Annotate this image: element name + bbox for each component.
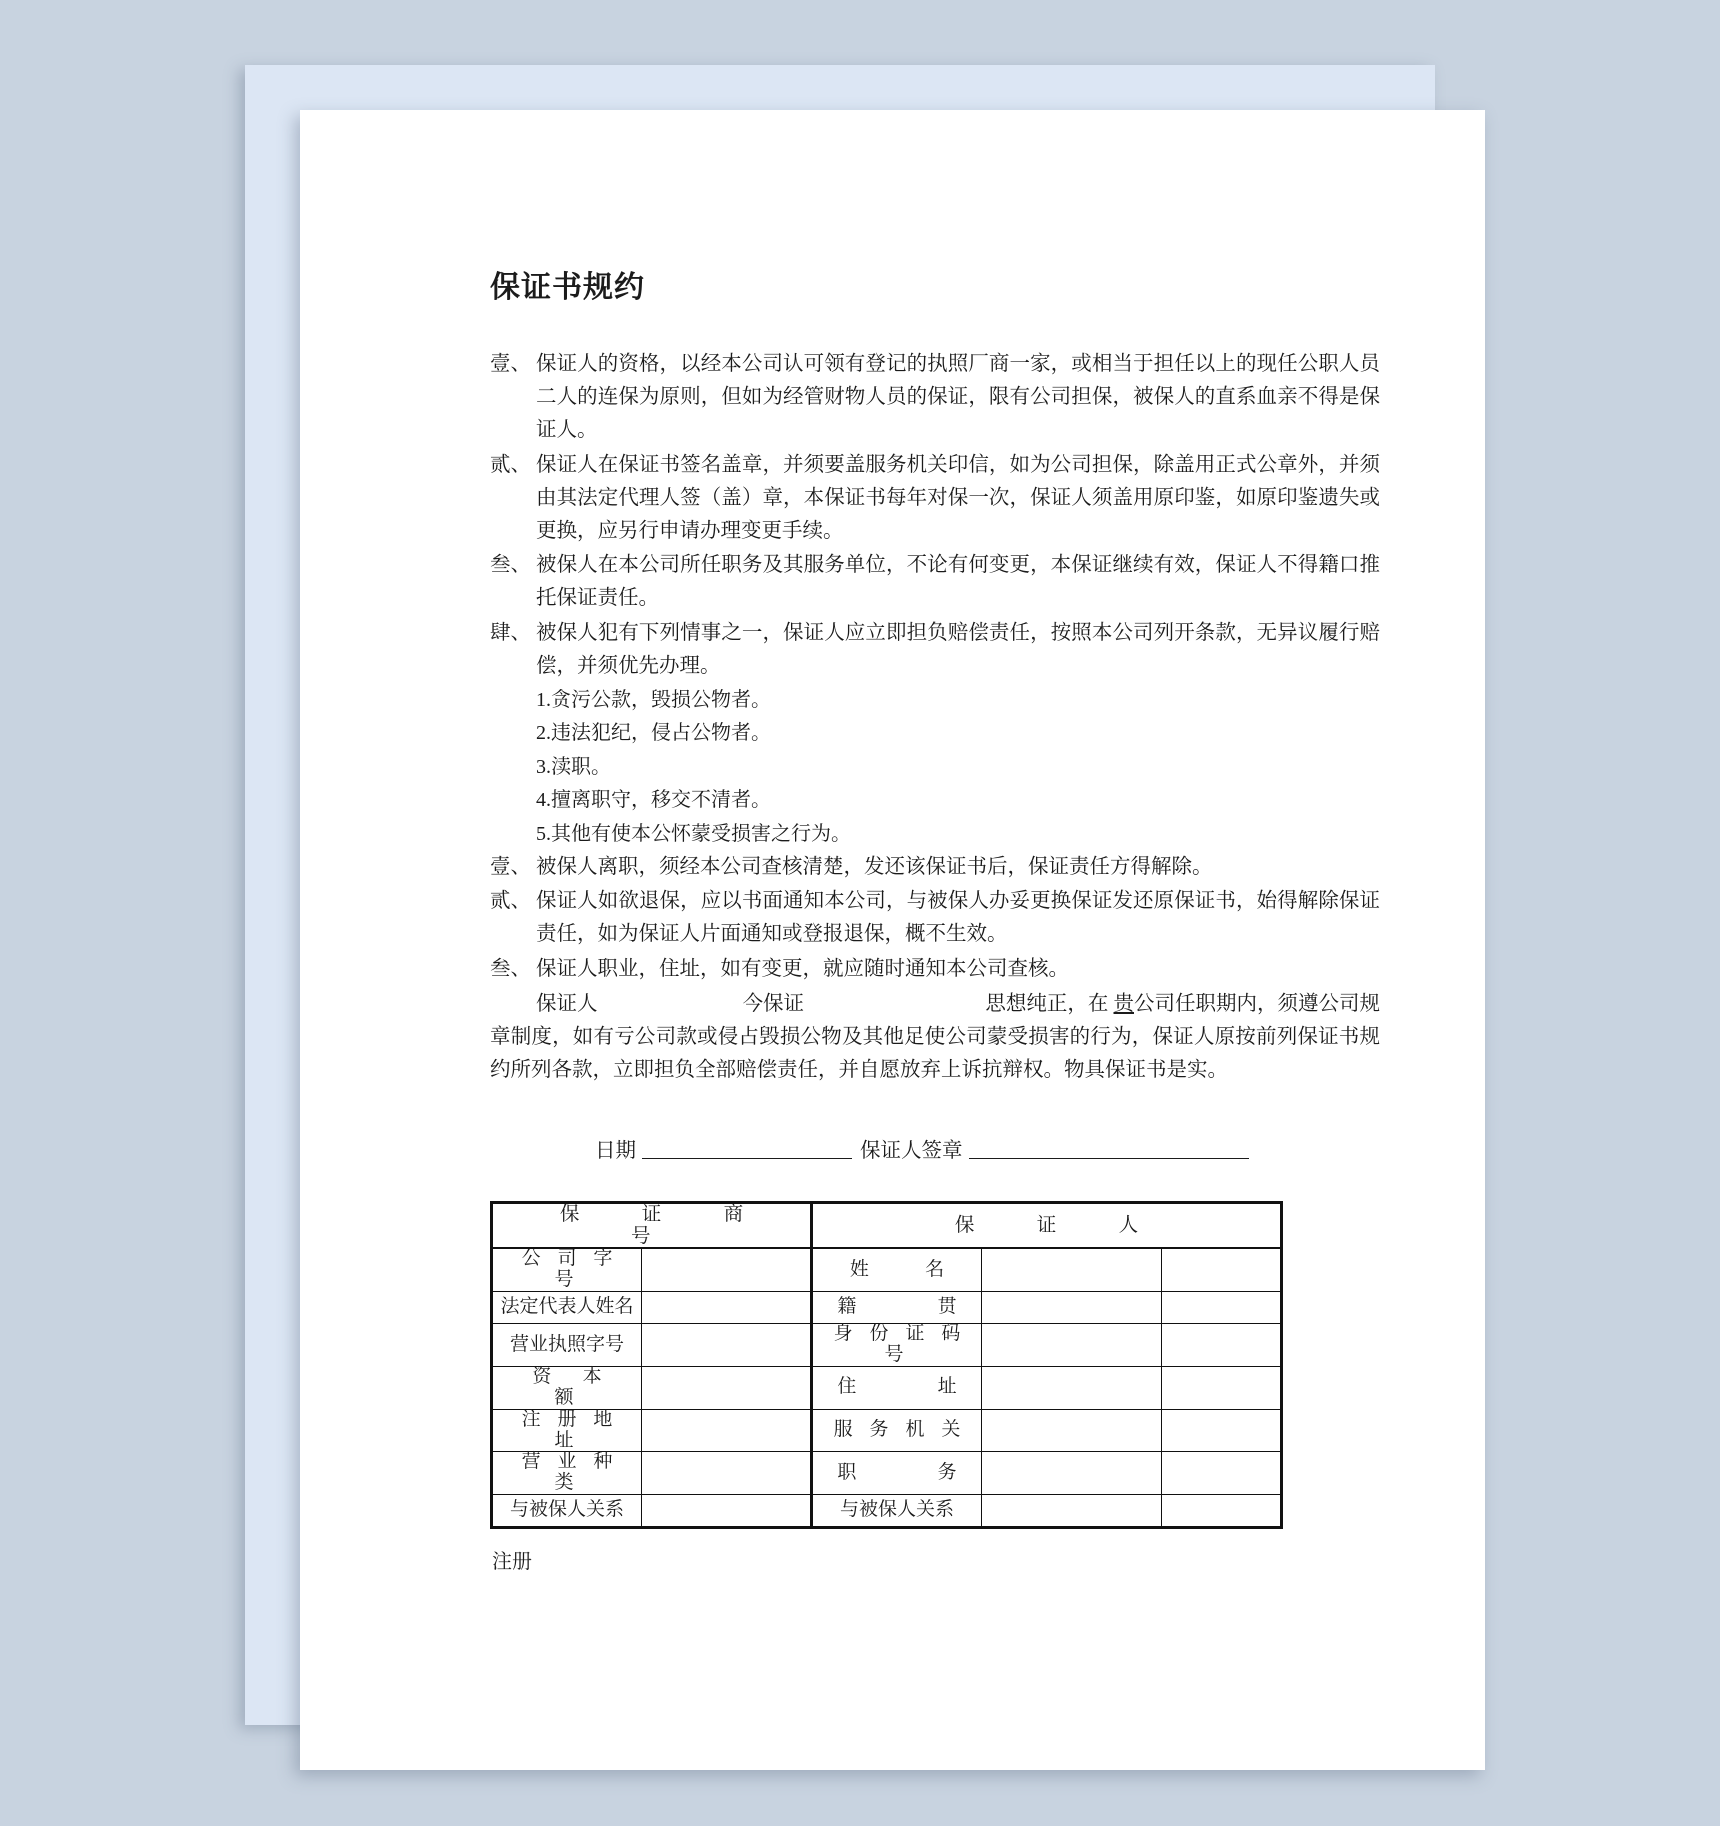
cell-value-extra[interactable]	[1162, 1248, 1282, 1291]
cell-value-right[interactable]	[982, 1248, 1162, 1291]
page-title: 保证书规约	[490, 271, 645, 304]
cell-label-right: 与被保人关系	[812, 1495, 982, 1528]
cell-value-extra[interactable]	[1162, 1366, 1282, 1409]
sub-list-item: 4.擅离职守，移交不清者。	[536, 789, 771, 812]
clause-text: 保证人职业，住址，如有变更，就应随时通知本公司查核。	[536, 957, 1069, 980]
clause-text: 保证人在保证书签名盖章，并须要盖服务机关印信，如为公司担保，除盖用正式公章外，并须由其法定代理人签（盖）章，本保证书每年对保一次，保证人须盖用原印鉴，如原印鉴遗失或更换，应另行申请办理变更手续。	[536, 453, 1380, 543]
declaration-block	[490, 988, 1380, 1088]
table-header-right: 保 证 人	[812, 1203, 1282, 1248]
cell-label-left: 营 业 种 类	[492, 1452, 642, 1495]
guarantor-form-table	[490, 1201, 1283, 1529]
sub-list-item: 2.违法犯纪，侵占公物者。	[536, 722, 771, 745]
cell-label-right: 住 址	[812, 1366, 982, 1409]
clause-marker: 肆、	[490, 621, 531, 644]
cell-label-right: 服 务 机 关	[812, 1409, 982, 1452]
table-row	[492, 1292, 1282, 1324]
cell-value-left[interactable]	[642, 1248, 812, 1291]
signature-input-line[interactable]	[969, 1158, 1249, 1159]
cell-value-extra[interactable]	[1162, 1324, 1282, 1367]
cell-label-left: 资 本 额	[492, 1366, 642, 1409]
clause-marker: 贰、	[490, 453, 531, 476]
date-label: 日期	[595, 1140, 636, 1163]
declaration-pledge-label: 今保证	[742, 992, 805, 1015]
cell-label-left: 营业执照字号	[492, 1324, 642, 1367]
signer-label: 保证人签章	[860, 1140, 963, 1163]
cell-value-right[interactable]	[982, 1292, 1162, 1324]
signature-row	[490, 1133, 1380, 1163]
clause-text: 保证人如欲退保，应以书面通知本公司，与被保人办妥更换保证发还原保证书，始得解除保证责任，如为保证人片面通知或登报退保，概不生效。	[536, 890, 1380, 946]
date-input-line[interactable]	[642, 1158, 852, 1159]
table-row	[492, 1452, 1282, 1495]
clause-marker: 壹、	[490, 855, 531, 878]
clause-marker: 叁、	[490, 957, 531, 980]
clause-item	[490, 348, 1380, 448]
cell-value-extra[interactable]	[1162, 1292, 1282, 1324]
clause-item	[490, 449, 1380, 549]
declaration-blank-a	[598, 988, 743, 1021]
cell-value-left[interactable]	[642, 1495, 812, 1528]
cell-value-right[interactable]	[982, 1324, 1162, 1367]
document-body	[300, 110, 1485, 1770]
cell-value-extra[interactable]	[1162, 1452, 1282, 1495]
clause-marker: 壹、	[490, 353, 531, 375]
cell-label-right: 籍 贯	[812, 1292, 982, 1324]
declaration-blank-b	[804, 988, 985, 1021]
cell-value-right[interactable]	[982, 1452, 1162, 1495]
declaration-honorific: 贵	[1113, 992, 1134, 1015]
declaration-lead-text: 思想纯正，在	[985, 992, 1109, 1015]
sub-list-item: 5.其他有使本公怀蒙受损害之行为。	[536, 822, 851, 845]
clause-item	[490, 617, 1380, 683]
clause-item	[490, 549, 1380, 615]
cell-label-left: 公 司 字 号	[492, 1248, 642, 1291]
clause-text: 被保人离职，须经本公司查核清楚，发还该保证书后，保证责任方得解除。	[536, 855, 1213, 878]
cell-value-right[interactable]	[982, 1495, 1162, 1528]
clause-item	[490, 885, 1380, 951]
cell-value-left[interactable]	[642, 1324, 812, 1367]
clause-text: 被保人在本公司所任职务及其服务单位，不论有何变更，本保证继续有效，保证人不得籍口推托保证责任。	[536, 554, 1380, 610]
cell-value-extra[interactable]	[1162, 1409, 1282, 1452]
footer-note: 注册	[492, 1551, 532, 1574]
cell-value-left[interactable]	[642, 1366, 812, 1409]
cell-value-left[interactable]	[642, 1452, 812, 1495]
table-row	[492, 1248, 1282, 1291]
table-row	[492, 1495, 1282, 1528]
clause-marker: 贰、	[490, 890, 531, 913]
clause-item	[490, 851, 1380, 884]
sub-list-item: 1.贪污公款，毁损公物者。	[536, 689, 771, 712]
cell-label-left: 法定代表人姓名	[492, 1292, 642, 1324]
table-header-left: 保 证 商 号	[492, 1203, 812, 1248]
guarantor-form-table-wrapper	[490, 1201, 1380, 1529]
cell-label-right: 姓 名	[812, 1248, 982, 1291]
declaration-guarantor-label: 保证人	[536, 992, 598, 1015]
clause-text: 保证人的资格，以经本公司认可领有登记的执照厂商一家，或相当于担任以上的现任公职人员二人的连保为原则，但如为经管财物人员的保证，限有公司担保，被保人的直系血亲不得是保证人。	[536, 353, 1380, 442]
cell-value-right[interactable]	[982, 1409, 1162, 1452]
declaration-rest-text: 章制度，如有亏公司款或侵占毁损公物及其他足使公司蒙受损害的行为，保证人原按前列保证书规约所列各款，立即担负全部赔偿责任，并自愿放弃上诉抗辩权。物具保证书是实。	[490, 1026, 1380, 1082]
clause-item	[490, 953, 1380, 986]
declaration-first-line	[490, 988, 1380, 1021]
cell-value-left[interactable]	[642, 1409, 812, 1452]
clause-marker: 叁、	[490, 554, 531, 577]
cell-value-extra[interactable]	[1162, 1495, 1282, 1528]
cell-label-left: 注 册 地 址	[492, 1409, 642, 1452]
table-header-row	[492, 1203, 1282, 1248]
cell-label-right: 身 份 证 码 号	[812, 1324, 982, 1367]
table-row	[492, 1324, 1282, 1367]
cell-label-left: 与被保人关系	[492, 1495, 642, 1528]
sub-list-item: 3.渎职。	[536, 755, 611, 778]
declaration-lead-tail: 公司任职期内，须遵公司规	[1134, 992, 1380, 1015]
cell-label-right: 职 务	[812, 1452, 982, 1495]
cell-value-left[interactable]	[642, 1292, 812, 1324]
clause-text: 被保人犯有下列情事之一，保证人应立即担负赔偿责任，按照本公司列开条款，无异议履行赔偿，并须优先办理。	[536, 621, 1380, 677]
cell-value-right[interactable]	[982, 1366, 1162, 1409]
table-row	[492, 1366, 1282, 1409]
table-row	[492, 1409, 1282, 1452]
